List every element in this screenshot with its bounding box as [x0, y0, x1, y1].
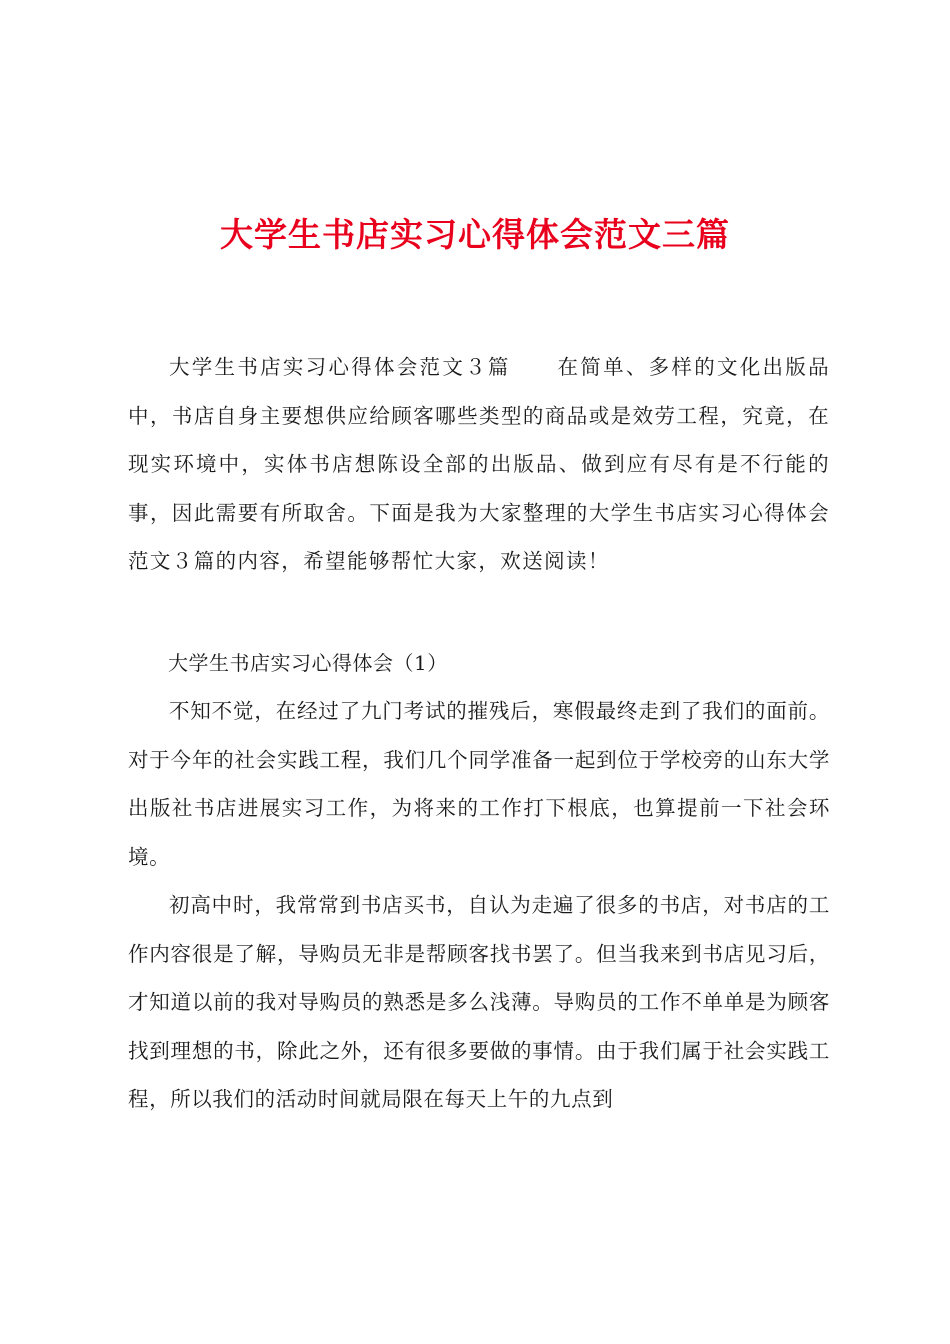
document-body [128, 343, 830, 1124]
document-title: 大学生书店实习心得体会范文三篇 [220, 215, 730, 254]
body-paragraph-2: 初高中时，我常常到书店买书，自认为走遍了很多的书店，对书店的工作内容很是了解，导购员无非是帮顾客找书罢了。但当我来到书店见习后，才知道以前的我对导购员的熟悉是多么浅薄。导购员的工作不单单是为顾客找到理想的书，除此之外，还有很多要做的事情。由于我们属于社会实践工程，所以我们的活动时间就局限在每天上午的九点到 [128, 893, 830, 1111]
intro-paragraph [128, 343, 830, 586]
section-heading: 大学生书店实习心得体会（1） [168, 650, 448, 675]
intro-body: 在简单、多样的文化出版品中，书店自身主要想供应给顾客哪些类型的商品或是效劳工程，究竟，在现实环境中，实体书店想陈设全部的出版品、做到应有尽有是不行能的事，因此需要有所取舍。下面是我为大家整理的大学生书店实习心得体会范文３篇的内容，希望能够帮忙大家，欢送阅读！ [128, 355, 830, 573]
intro-lead: 大学生书店实习心得体会范文３篇 [169, 355, 511, 379]
body-paragraph-1: 不知不觉，在经过了九门考试的摧残后，寒假最终走到了我们的面前。对于今年的社会实践工程，我们几个同学准备一起到位于学校旁的山东大学出版社书店进展实习工作，为将来的工作打下根底，也算提前一下社会环境。 [128, 699, 830, 869]
